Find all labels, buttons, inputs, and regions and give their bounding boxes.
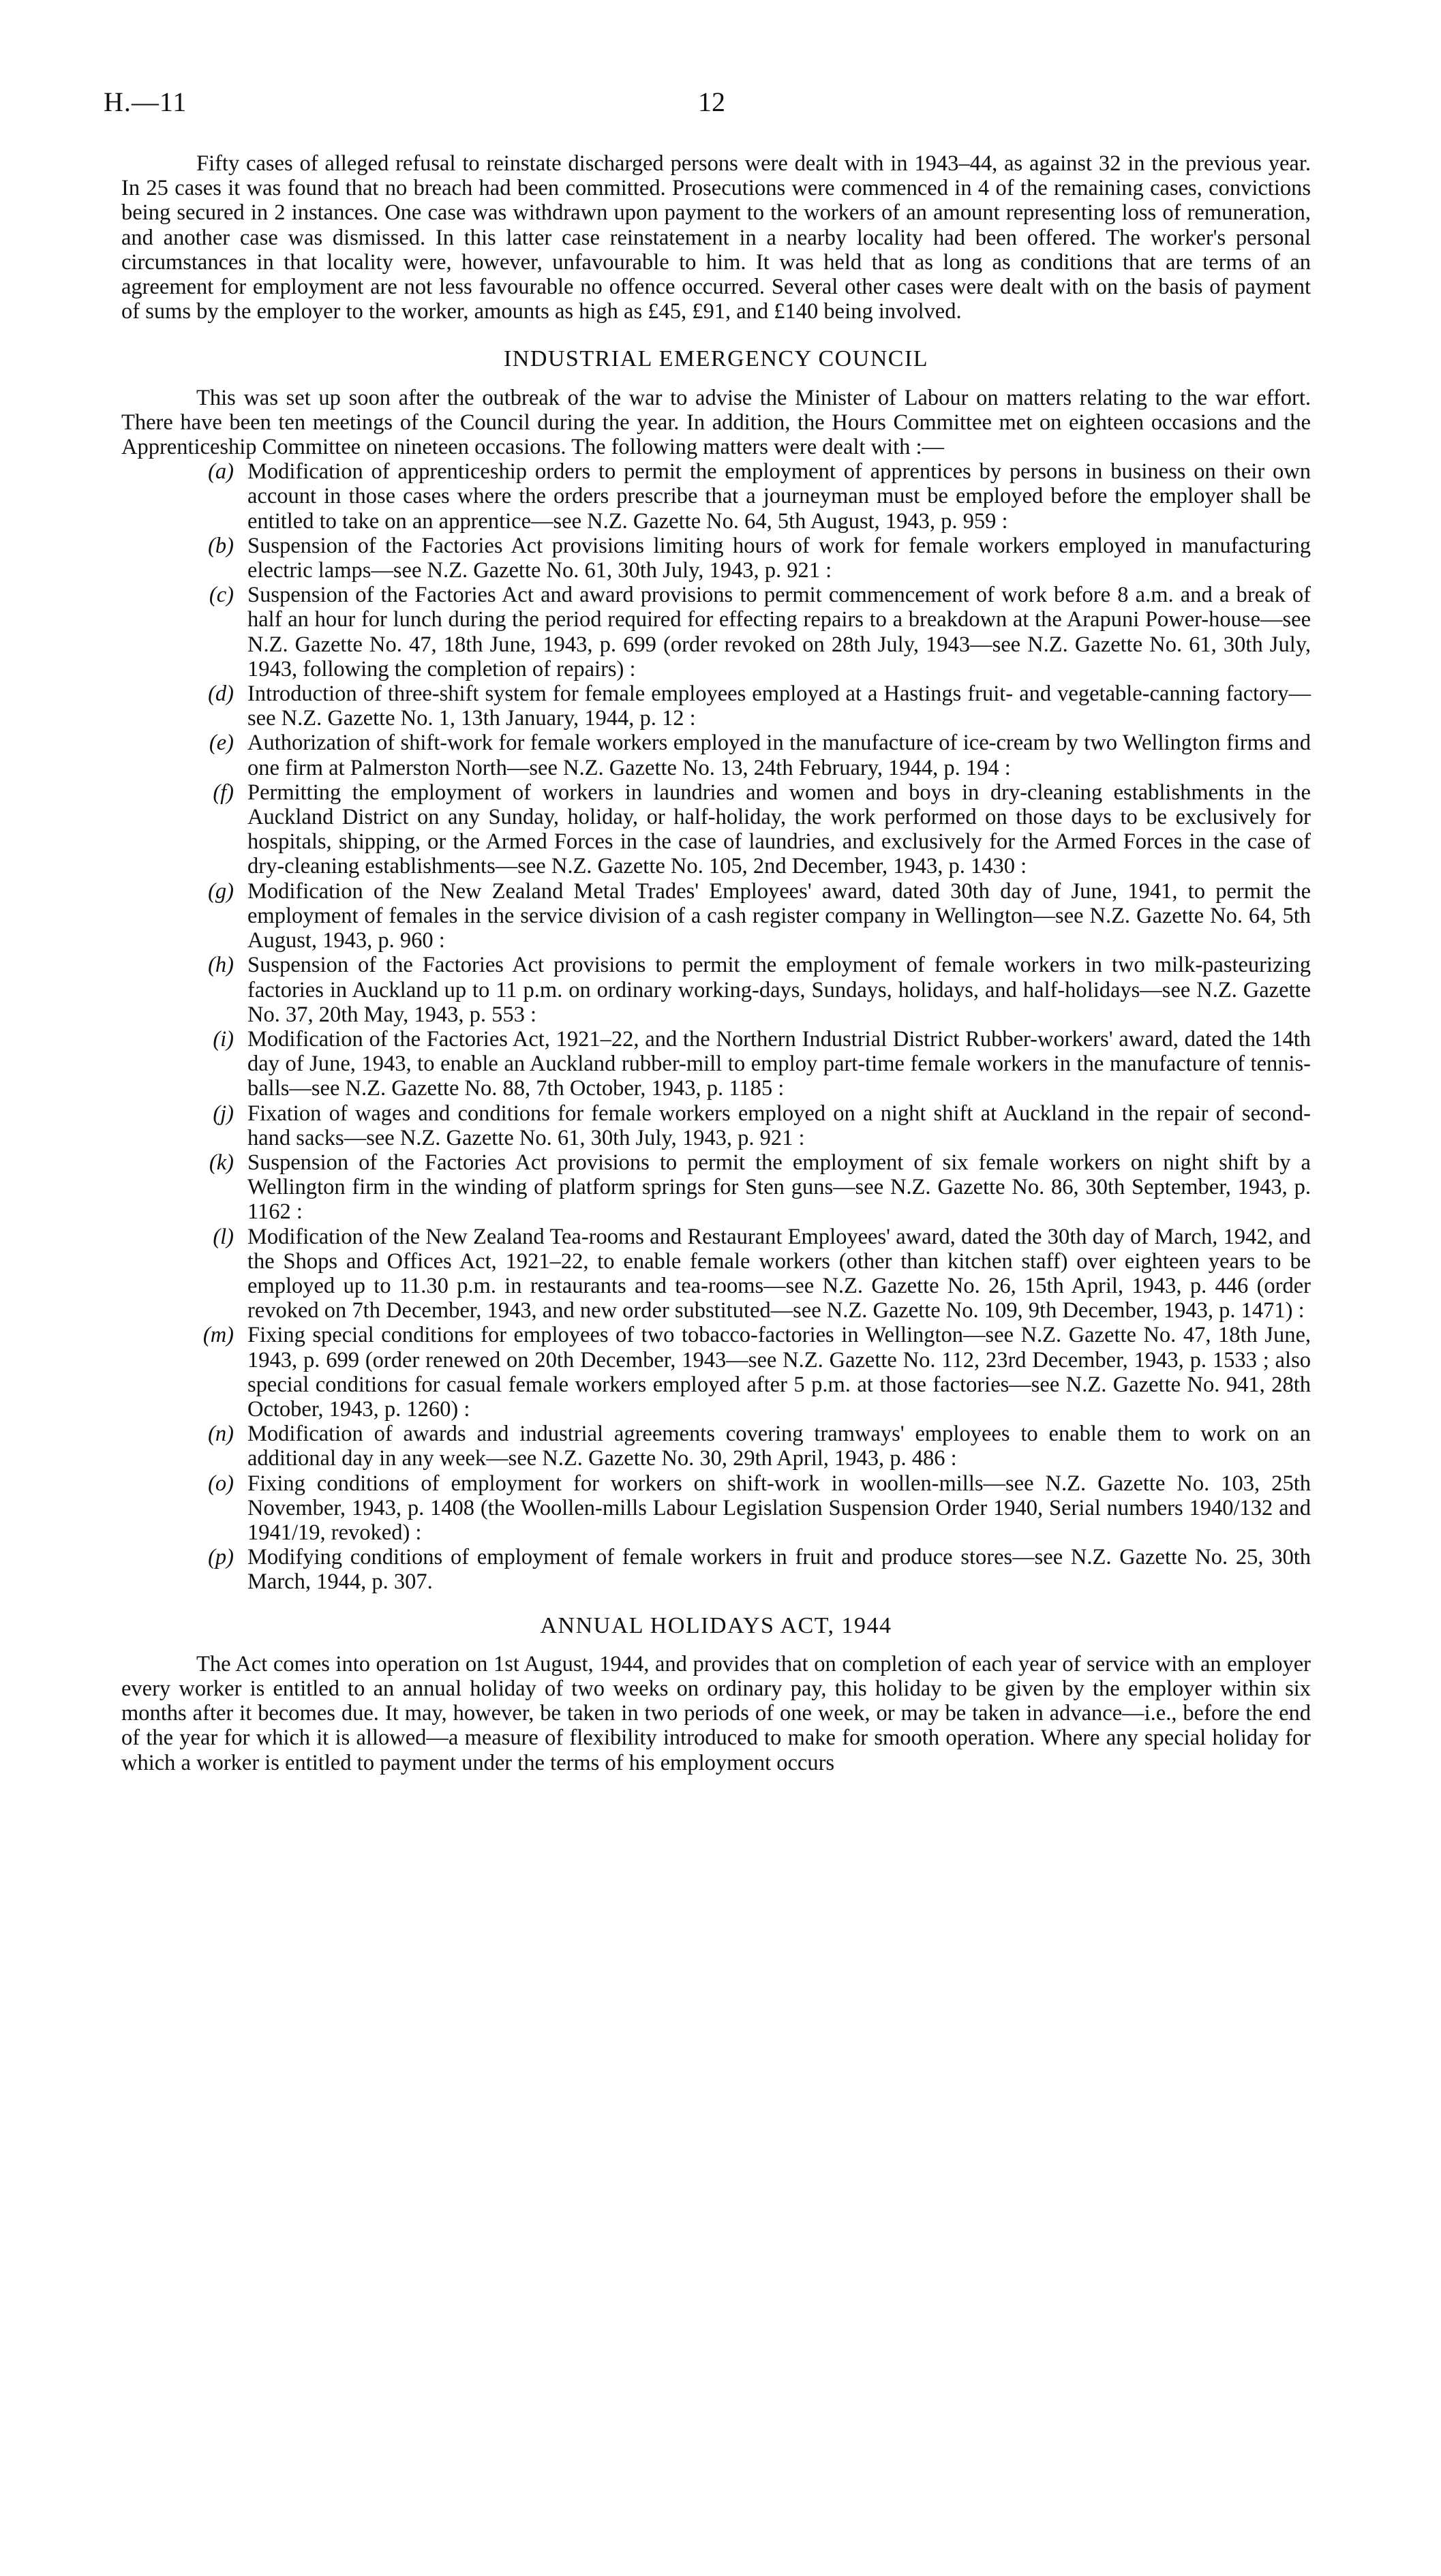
item-text: Fixation of wages and conditions for female workers employed on a night shift at Auckland in the repair of second-hand sacks—see N.Z. Gazette No. 61, 30th July, 1943, p. 921 : <box>247 1101 1311 1150</box>
annual-holidays-section <box>121 1614 1311 1775</box>
page-body <box>121 151 1311 1775</box>
reinstatement-paragraph: Fifty cases of alleged refusal to reinstate discharged persons were dealt with in 1943–44, as against 32 in the previous year. In 25 cases it was found that no breach had been committed. Prosecutions were commenced in 4 of the remaining cases, convictions being secured in 2 instances. One case was withdrawn upon payment to the workers of an amount representing loss of remuneration, and another case was dismissed. In this latter case reinstatement in a nearby locality had been offered. The worker's personal circumstances in that locality were, however, unfavourable to him. It was held that as long as conditions that are terms of an agreement for employment are not less favourable no offence occurred. Several other cases were dealt with on the basis of payment of sums by the employer to the worker, amounts as high as £45, £91, and £140 being involved. <box>121 151 1311 324</box>
item-label: (e) <box>209 731 234 756</box>
item-label: (f) <box>213 780 234 805</box>
item-label: (h) <box>208 953 234 978</box>
item-label: (c) <box>209 583 234 608</box>
council-intro-paragraph: This was set up soon after the outbreak of the war to advise the Minister of Labour on matters relating to the war effort. There have been ten meetings of the Council during the year. In addition, the Hours Committee met on eighteen occasions and the Apprenticeship Committee on nineteen occasions. The following matters were dealt with :— <box>121 385 1311 460</box>
item-label: (d) <box>208 681 234 707</box>
item-label: (l) <box>213 1224 234 1249</box>
list-item <box>121 879 1311 953</box>
item-label: (m) <box>202 1323 234 1348</box>
item-label: (a) <box>208 459 234 485</box>
section-heading-council: INDUSTRIAL EMERGENCY COUNCIL <box>503 346 929 372</box>
item-text: Fixing special conditions for employees of two tobacco-factories in Wellington—see N.Z. Gazette No. 47, 18th June, 1943, p. 699 (order renewed on 20th December, 1943—see N.Z. Gazette No. 112, 23rd December, 1943, p. 1533 ; also special conditions for casual female workers employed after 5 p.m. at those factories—see N.Z. Gazette No. 941, 28th October, 1943, p. 1260) : <box>247 1323 1311 1422</box>
item-text: Introduction of three-shift system for female employees employed at a Hastings fruit- and vegetable-canning factory—see N.Z. Gazette No. 1, 13th January, 1944, p. 12 : <box>247 681 1311 731</box>
item-text: Authorization of shift-work for female workers employed in the manufacture of ice-cream by two Wellington firms and one firm at Palmerston North—see N.Z. Gazette No. 13, 24th February, 1944, p. 194 : <box>247 731 1311 780</box>
item-text: Fixing conditions of employment for workers on shift-work in woollen-mills—see N.Z. Gazette No. 103, 25th November, 1943, p. 1408 (the Woollen-mills Labour Legislation Suspension Order 1940, Serial numbers 1940/132 and 1941/19, revoked) : <box>247 1471 1311 1545</box>
item-label: (j) <box>213 1101 234 1126</box>
list-item <box>121 534 1311 583</box>
item-label: (n) <box>208 1422 234 1447</box>
item-text: Modification of awards and industrial agreements covering tramways' employees to enable them to work on an additional day in any week—see N.Z. Gazette No. 30, 29th April, 1943, p. 486 : <box>247 1422 1311 1471</box>
page-number: 12 <box>698 87 725 117</box>
series-reference: H.—11 <box>104 87 187 117</box>
item-text: Permitting the employment of workers in laundries and women and boys in dry-cleaning establishments in the Auckland District on any Sunday, holiday, or half-holiday, the work performed on those days to be exclusively for hospitals, shipping, or the Armed Forces in the case of laundries, and exclusively for the Armed Forces in the case of dry-cleaning establishments—see N.Z. Gazette No. 105, 2nd December, 1943, p. 1430 : <box>247 780 1311 879</box>
list-item <box>121 1101 1311 1150</box>
item-label: (i) <box>213 1026 234 1052</box>
item-text: Modification of the Factories Act, 1921–22, and the Northern Industrial District Rubber-workers' award, dated the 14th day of June, 1943, to enable an Auckland rubber-mill to employ part-time female workers in the manufacture of tennis-balls—see N.Z. Gazette No. 88, 7th October, 1943, p. 1185 : <box>247 1026 1311 1101</box>
list-item <box>121 1150 1311 1225</box>
item-text: Suspension of the Factories Act provisions to permit the employment of female workers in two milk-pasteurizing factories in Auckland up to 11 p.m. on ordinary working-days, Sundays, holidays, and half-holidays—see N.Z. Gazette No. 37, 20th May, 1943, p. 553 : <box>247 953 1311 1027</box>
list-item <box>121 681 1311 731</box>
council-matters-list <box>121 459 1311 1594</box>
item-label: (b) <box>208 533 234 558</box>
list-item <box>121 953 1311 1027</box>
list-item <box>121 780 1311 879</box>
list-item <box>121 1323 1311 1422</box>
item-text: Modification of apprenticeship orders to permit the employment of apprentices by persons in business on their own account in those cases where the orders prescribe that a journeyman must be employed before the employer shall be entitled to take on an apprentice—see N.Z. Gazette No. 64, 5th August, 1943, p. 959 : <box>247 459 1311 534</box>
item-text: Modifying conditions of employment of female workers in fruit and produce stores—see N.Z. Gazette No. 25, 30th March, 1944, p. 307. <box>247 1545 1311 1595</box>
list-item <box>121 459 1311 534</box>
list-item <box>121 1422 1311 1471</box>
item-label: (p) <box>208 1545 234 1570</box>
item-label: (k) <box>209 1150 234 1175</box>
list-item <box>121 731 1311 780</box>
item-text: Suspension of the Factories Act provisions limiting hours of work for female workers employed in manufacturing electric lamps—see N.Z. Gazette No. 61, 30th July, 1943, p. 921 : <box>247 533 1311 583</box>
item-label: (o) <box>208 1471 234 1496</box>
list-item <box>121 583 1311 681</box>
item-text: Suspension of the Factories Act and award provisions to permit commencement of work before 8 a.m. and a break of half an hour for lunch during the period required for effecting repairs to a breakdown at the Arapuni Power-house—see N.Z. Gazette No. 47, 18th June, 1943, p. 699 (order revoked on 28th July, 1943—see N.Z. Gazette No. 61, 30th July, 1943, following the completion of repairs) : <box>247 583 1311 681</box>
holidays-paragraph: The Act comes into operation on 1st August, 1944, and provides that on completion of each year of service with an employer every worker is entitled to an annual holiday of two weeks on ordinary pay, this holiday to be given by the employer within six months after it becomes due. It may, however, be taken in two periods of one week, or may be taken in advance—i.e., before the end of the year for which it is allowed—a measure of flexibility introduced to make for smooth operation. Where any special holiday for which a worker is entitled to payment under the terms of his employment occurs <box>121 1651 1311 1775</box>
list-item <box>121 1225 1311 1323</box>
item-text: Suspension of the Factories Act provisions to permit the employment of six female workers on night shift by a Wellington firm in the winding of platform springs for Sten guns—see N.Z. Gazette No. 86, 30th September, 1943, p. 1162 : <box>247 1150 1311 1225</box>
industrial-emergency-council-section <box>121 347 1311 1594</box>
list-item <box>121 1027 1311 1101</box>
list-item <box>121 1545 1311 1594</box>
item-label: (g) <box>208 878 234 904</box>
list-item <box>121 1471 1311 1546</box>
item-text: Modification of the New Zealand Metal Trades' Employees' award, dated 30th day of June, 1941, to permit the employment of females in the service division of a cash register company in Wellington—see N.Z. Gazette No. 64, 5th August, 1943, p. 960 : <box>247 878 1311 953</box>
item-text: Modification of the New Zealand Tea-rooms and Restaurant Employees' award, dated the 30th day of March, 1942, and the Shops and Offices Act, 1921–22, to enable female workers (other than kitchen staff) over eighteen years to be employed up to 11.30 p.m. in restaurants and tea-rooms—see N.Z. Gazette No. 26, 15th April, 1943, p. 446 (order revoked on 7th December, 1943, and new order substituted—see N.Z. Gazette No. 109, 9th December, 1943, p. 1471) : <box>247 1224 1311 1323</box>
section-heading-holidays: ANNUAL HOLIDAYS ACT, 1944 <box>540 1612 892 1638</box>
